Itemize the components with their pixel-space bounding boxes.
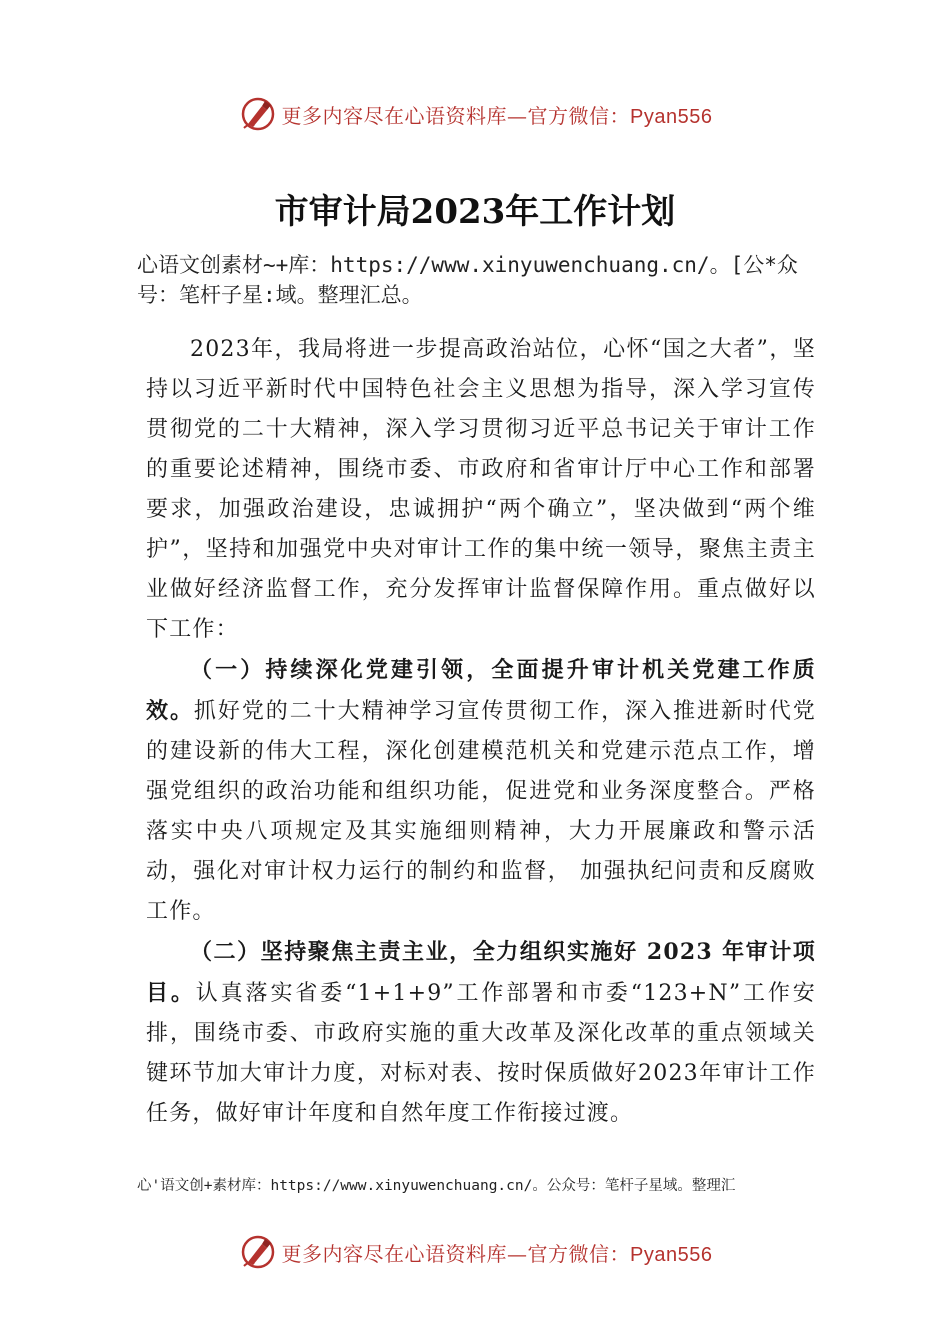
document-title: 市审计局2023年工作计划 <box>274 192 676 232</box>
paragraph-section-2 <box>146 932 816 1134</box>
banner-text: 更多内容尽在心语资料库—官方微信：Pyan556 <box>281 103 713 128</box>
document-body <box>146 330 816 1134</box>
pen-logo-icon <box>238 94 278 134</box>
banner-text: 更多内容尽在心语资料库—官方微信：Pyan556 <box>281 1241 713 1266</box>
source-note-bottom: 心'语文创+素材库：https://www.xinyuwenchuang.cn/。公众号：笔杆子星域。整理汇 <box>137 1178 736 1194</box>
pen-logo-icon <box>238 1232 278 1272</box>
section-heading: （二）坚持聚焦主责主业，全力组织实施好 2023 年审计项目。 <box>146 939 816 1006</box>
section-heading: （一）持续深化党建引领，全面提升审计机关党建工作质效。 <box>146 657 816 724</box>
section-text: 抓好党的二十大精神学习宣传贯彻工作，深入推进新时代党的建设新的伟大工程，深化创建模范机关和党建示范点工作，增强党组织的政治功能和组织功能，促进党和业务深度整合。严格落实中央八项规定及其实施细则精神，大力开展廉政和警示活动，强化对审计权力运行的制约和监督， 加强执纪问责和反腐败工作。 <box>146 699 817 924</box>
section-text: 认真落实省委“1+1+9”工作部署和市委“123+N”工作安排，围绕市委、市政府实施的重大改革及深化改革的重点领域关键环节加大审计力度，对标对表、按时保质做好2023年审计工作任务，做好审计年度和自然年度工作衔接过渡。 <box>146 981 816 1126</box>
paragraph-intro: 2023年，我局将进一步提高政治站位，心怀“国之大者”，坚持以习近平新时代中国特色社会主义思想为指导，深入学习宣传贯彻党的二十大精神，深入学习贯彻习近平总书记关于审计工作的重要论述精神，围绕市委、市政府和省审计厅中心工作和部署要求，加强政治建设，忠诚拥护“两个确立”，坚决做到“两个维护”，坚持和加强党中央对审计工作的集中统一领导，聚焦主责主业做好经济监督工作，充分发挥审计监督保障作用。重点做好以下工作： <box>146 337 816 642</box>
wechat-id: Pyan556 <box>630 1243 713 1266</box>
header-banner <box>0 92 950 136</box>
footer-banner <box>0 1230 950 1274</box>
wechat-id: Pyan556 <box>630 105 713 128</box>
source-note-top: 心语文创素材~+库：https://www.xinyuwenchuang.cn/。[公*众号：笔杆子星:域。整理汇总。 <box>137 253 798 307</box>
paragraph-section-1 <box>146 650 816 932</box>
